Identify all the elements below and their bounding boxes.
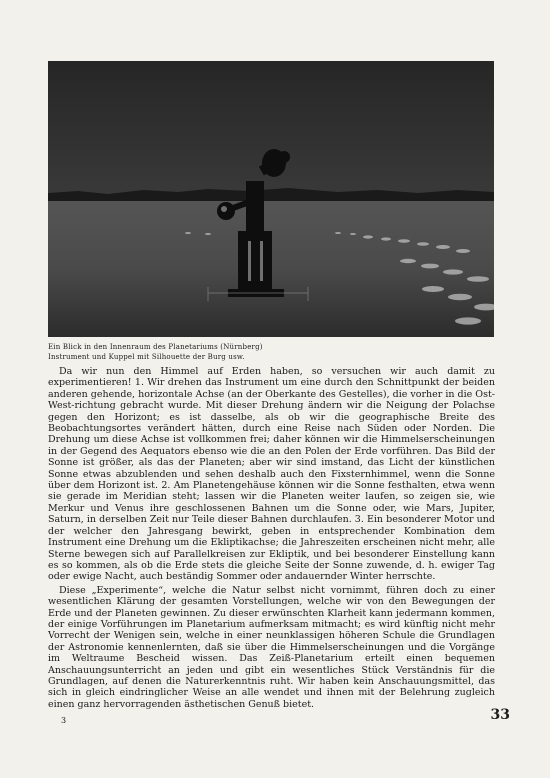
paragraph-2: Diese „Experimente“, welche die Natur selbst nicht vornimmt, führen doch zu einer wesentlichen Klärung der gesamten Vorstellungen, welche wir von den Bewegungen der Erde und der Planeten gewinnen. Zu dieser erwünschten Klarheit kann jedermann kommen, der einige Vorführungen im Planetarium aufmerksam mitmacht; es wird künftig nicht mehr Vorrecht der Wenigen sein, welche in einer neunklassigen höheren Schule die Grundlagen der Astronomie kennenlernten, daß sie über die Himmelserscheinungen und die Vorgänge im Weltraume Bescheid wissen. Das Zeiß-Planetarium erteilt einen bequemen Anschauungsunterricht an jeden und gibt ein wesentliches Stück Verständnis für die Grundlagen, auf denen die Naturerkenntnis ruht. Wir haben kein Anschauungsmittel, das sich in gleich eindringlicher Weise an alle wendet und ihnen mit der Belehrung zugleich einen ganz hervorragenden ästhetischen Genuß bietet. <box>48 584 495 710</box>
signature-mark: 3 <box>61 716 67 725</box>
caption-line-1: Ein Blick in den Innenraum des Planetariums (Nürnberg) <box>48 343 263 351</box>
page-number: 33 <box>490 707 510 723</box>
article-body <box>48 366 495 710</box>
figure-caption <box>48 342 494 362</box>
planetarium-interior-image <box>48 61 494 337</box>
caption-line-2: Instrument und Kuppel mit Silhouette der Burg usw. <box>48 353 245 361</box>
planetarium-photo <box>48 61 494 337</box>
paragraph-1: Da wir nun den Himmel auf Erden haben, so versuchen wir auch damit zu experimentieren! 1. Wir drehen das Instrument um eine durch den Schnittpunkt der beiden anderen gehende, horizontale Achse (an der Oberkante des Gestelles), die vorher in die Ost-West-richtung gebracht wurde. Mit dieser Drehung ändern wir die Neigung der Polachse gegen den Horizont; es ist dasselbe, als ob wir die geographische Breite des Beobachtungsortes verändert hätten, durch eine Reise nach Süden oder Norden. Die Drehung um diese Achse ist vollkommen frei; daher können wir die Himmelserscheinungen in der Gegend des Aequators ebenso wie die an den Polen der Erde vorführen. Das Bild der Sonne ist größer, als das der Planeten; aber wir sind imstand, das Licht der künstlichen Sonne etwas abzublenden und sehen deshalb auch den Fixsternhimmel, wenn die Sonne über dem Horizont ist. 2. Am Planetengehäuse können wir die Sonne festhalten, etwa wenn sie gerade im Meridian steht; lassen wir die Planeten weiter laufen, so zeigen sie, wie Merkur und Venus ihre geschlossenen Bahnen um die Sonne oder, wie Mars, Jupiter, Saturn, in derselben Zeit nur Teile dieser Bahnen durchlaufen. 3. Ein besonderer Motor und der welcher den Jahresgang bewirkt, geben in entsprechender Kombination dem Instrument eine Drehung um die Ekliptikachse; die Jahreszeiten erscheinen nicht mehr, alle Sterne bewegen sich auf Parallelkreisen zur Ekliptik, und bei besonderer Einstellung kann es so kommen, als ob die Erde stets die gleiche Seite der Sonne zuwende, d. h. ewiger Tag oder ewige Nacht, auch beständig Sommer oder andauernder Winter herrschte. <box>48 366 495 583</box>
